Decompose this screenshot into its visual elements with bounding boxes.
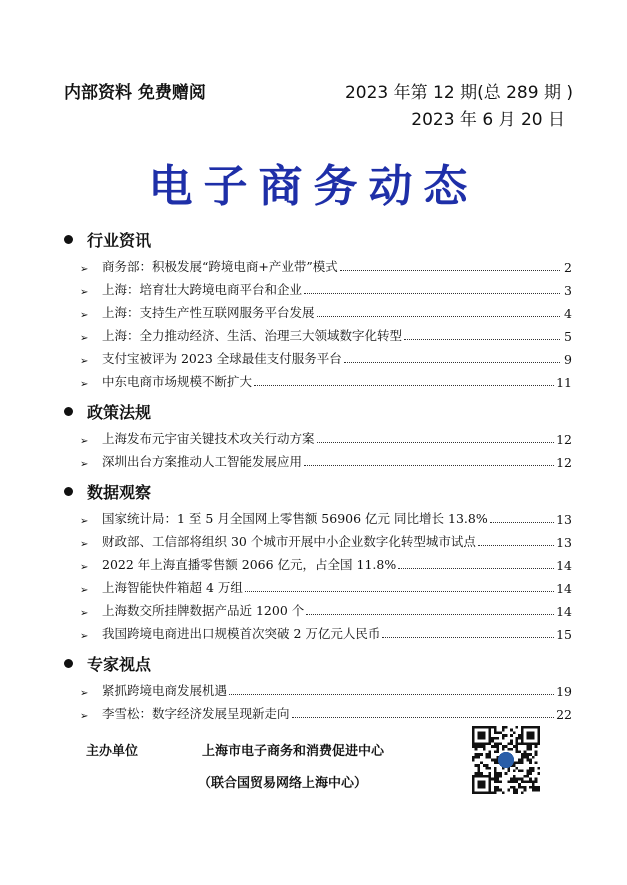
entry-page-number: 19 <box>556 684 572 699</box>
entry-page-number: 15 <box>556 627 572 642</box>
dot-leader <box>398 567 554 569</box>
entry-title: 商务部：积极发展“跨境电商+产业带”模式 <box>102 259 338 274</box>
dot-leader <box>304 292 560 294</box>
entry-page-number: 3 <box>564 283 572 298</box>
toc-entry[interactable] <box>62 619 572 642</box>
entry-title: 2022 年上海直播零售额 2066 亿元，占全国 11.8% <box>102 557 397 572</box>
dot-leader <box>382 636 554 638</box>
entry-page-number: 14 <box>556 558 572 573</box>
arrow-bullet-icon: ➢ <box>80 459 89 470</box>
entry-page-number: 4 <box>564 306 572 321</box>
qr-code-icon[interactable] <box>472 726 540 794</box>
bullet-icon <box>64 487 73 496</box>
sponsor-suborganization: （联合国贸易网络上海中心） <box>198 776 368 791</box>
dot-leader <box>229 693 554 695</box>
entry-title: 中东电商市场规模不断扩大 <box>102 374 253 389</box>
toc-entry[interactable] <box>62 298 572 321</box>
arrow-bullet-icon: ➢ <box>80 333 89 344</box>
arrow-bullet-icon: ➢ <box>80 608 89 619</box>
entry-title: 上海数交所挂牌数据产品近 1200 个 <box>102 603 305 618</box>
toc-entry[interactable] <box>62 367 572 390</box>
entry-title: 上海：全力推动经济、生活、治理三大领域数字化转型 <box>102 328 403 343</box>
toc-entry[interactable] <box>62 344 572 367</box>
entry-title: 财政部、工信部将组织 30 个城市开展中小企业数字化转型城市试点 <box>102 534 476 549</box>
arrow-bullet-icon: ➢ <box>80 264 89 275</box>
sponsor-organization: 上海市电子商务和消费促进中心 <box>202 744 385 759</box>
entry-page-number: 12 <box>556 455 572 470</box>
section-title: 行业资讯 <box>87 230 152 250</box>
entry-title: 李雪松：数字经济发展呈现新走向 <box>102 706 290 721</box>
toc-entry[interactable] <box>62 676 572 699</box>
entry-title: 上海发布元宇宙关键技术攻关行动方案 <box>102 431 315 446</box>
sponsor-label: 主办单位 <box>86 744 139 759</box>
toc-entry[interactable] <box>62 527 572 550</box>
dot-leader <box>245 590 554 592</box>
bullet-icon <box>64 407 73 416</box>
arrow-bullet-icon: ➢ <box>80 711 89 722</box>
issue-number: 2023 年第 12 期(总 289 期 ) <box>344 83 573 103</box>
toc-entry[interactable] <box>62 447 572 470</box>
arrow-bullet-icon: ➢ <box>80 631 89 642</box>
dot-leader <box>254 384 554 386</box>
arrow-bullet-icon: ➢ <box>80 516 89 527</box>
issue-date: 2023 年 6 月 20 日 <box>411 110 565 130</box>
toc-section <box>62 398 572 470</box>
entry-page-number: 14 <box>556 604 572 619</box>
distribution-note: 内部资料 免费赠阅 <box>64 83 206 103</box>
table-of-contents <box>62 226 572 730</box>
entry-page-number: 13 <box>556 535 572 550</box>
toc-section <box>62 226 572 390</box>
entry-page-number: 13 <box>556 512 572 527</box>
entry-title: 紧抓跨境电商发展机遇 <box>102 683 228 698</box>
entry-page-number: 9 <box>564 352 572 367</box>
dot-leader <box>304 464 554 466</box>
dot-leader <box>317 315 560 317</box>
toc-entry[interactable] <box>62 504 572 527</box>
arrow-bullet-icon: ➢ <box>80 310 89 321</box>
toc-entry[interactable] <box>62 573 572 596</box>
toc-entry[interactable] <box>62 275 572 298</box>
section-heading <box>62 226 572 252</box>
toc-entry[interactable] <box>62 699 572 722</box>
arrow-bullet-icon: ➢ <box>80 379 89 390</box>
dot-leader <box>478 544 554 546</box>
entry-title: 支付宝被评为 2023 全球最佳支付服务平台 <box>102 351 342 366</box>
dot-leader <box>490 521 554 523</box>
dot-leader <box>344 361 560 363</box>
bullet-icon <box>64 235 73 244</box>
toc-section <box>62 650 572 722</box>
arrow-bullet-icon: ➢ <box>80 539 89 550</box>
toc-entry[interactable] <box>62 424 572 447</box>
section-title: 政策法规 <box>87 402 152 422</box>
dot-leader <box>340 269 560 271</box>
entry-page-number: 14 <box>556 581 572 596</box>
toc-entry[interactable] <box>62 596 572 619</box>
entry-page-number: 2 <box>564 260 572 275</box>
dot-leader <box>404 338 560 340</box>
bullet-icon <box>64 659 73 668</box>
toc-entry[interactable] <box>62 252 572 275</box>
dot-leader <box>292 716 555 718</box>
arrow-bullet-icon: ➢ <box>80 562 89 573</box>
entry-page-number: 5 <box>564 329 572 344</box>
toc-section <box>62 478 572 642</box>
entry-title: 上海：支持生产性互联网服务平台发展 <box>102 305 315 320</box>
entry-title: 上海智能快件箱超 4 万组 <box>102 580 243 595</box>
dot-leader <box>306 613 554 615</box>
arrow-bullet-icon: ➢ <box>80 688 89 699</box>
entry-page-number: 11 <box>556 375 572 390</box>
entry-title: 上海：培育壮大跨境电商平台和企业 <box>102 282 303 297</box>
toc-entry[interactable] <box>62 321 572 344</box>
section-title: 数据观察 <box>87 482 152 502</box>
arrow-bullet-icon: ➢ <box>80 356 89 367</box>
masthead-title: 电子商务动态 <box>148 161 479 212</box>
section-title: 专家视点 <box>87 654 152 674</box>
arrow-bullet-icon: ➢ <box>80 287 89 298</box>
arrow-bullet-icon: ➢ <box>80 585 89 596</box>
section-heading <box>62 398 572 424</box>
section-heading <box>62 478 572 504</box>
entry-title: 深圳出台方案推动人工智能发展应用 <box>102 454 303 469</box>
entry-page-number: 22 <box>556 707 572 722</box>
entry-title: 我国跨境电商进出口规模首次突破 2 万亿元人民币 <box>102 626 381 641</box>
entry-title: 国家统计局：1 至 5 月全国网上零售额 56906 亿元 同比增长 13.8% <box>102 511 488 526</box>
toc-entry[interactable] <box>62 550 572 573</box>
arrow-bullet-icon: ➢ <box>80 436 89 447</box>
dot-leader <box>317 441 555 443</box>
entry-page-number: 12 <box>556 432 572 447</box>
section-heading <box>62 650 572 676</box>
